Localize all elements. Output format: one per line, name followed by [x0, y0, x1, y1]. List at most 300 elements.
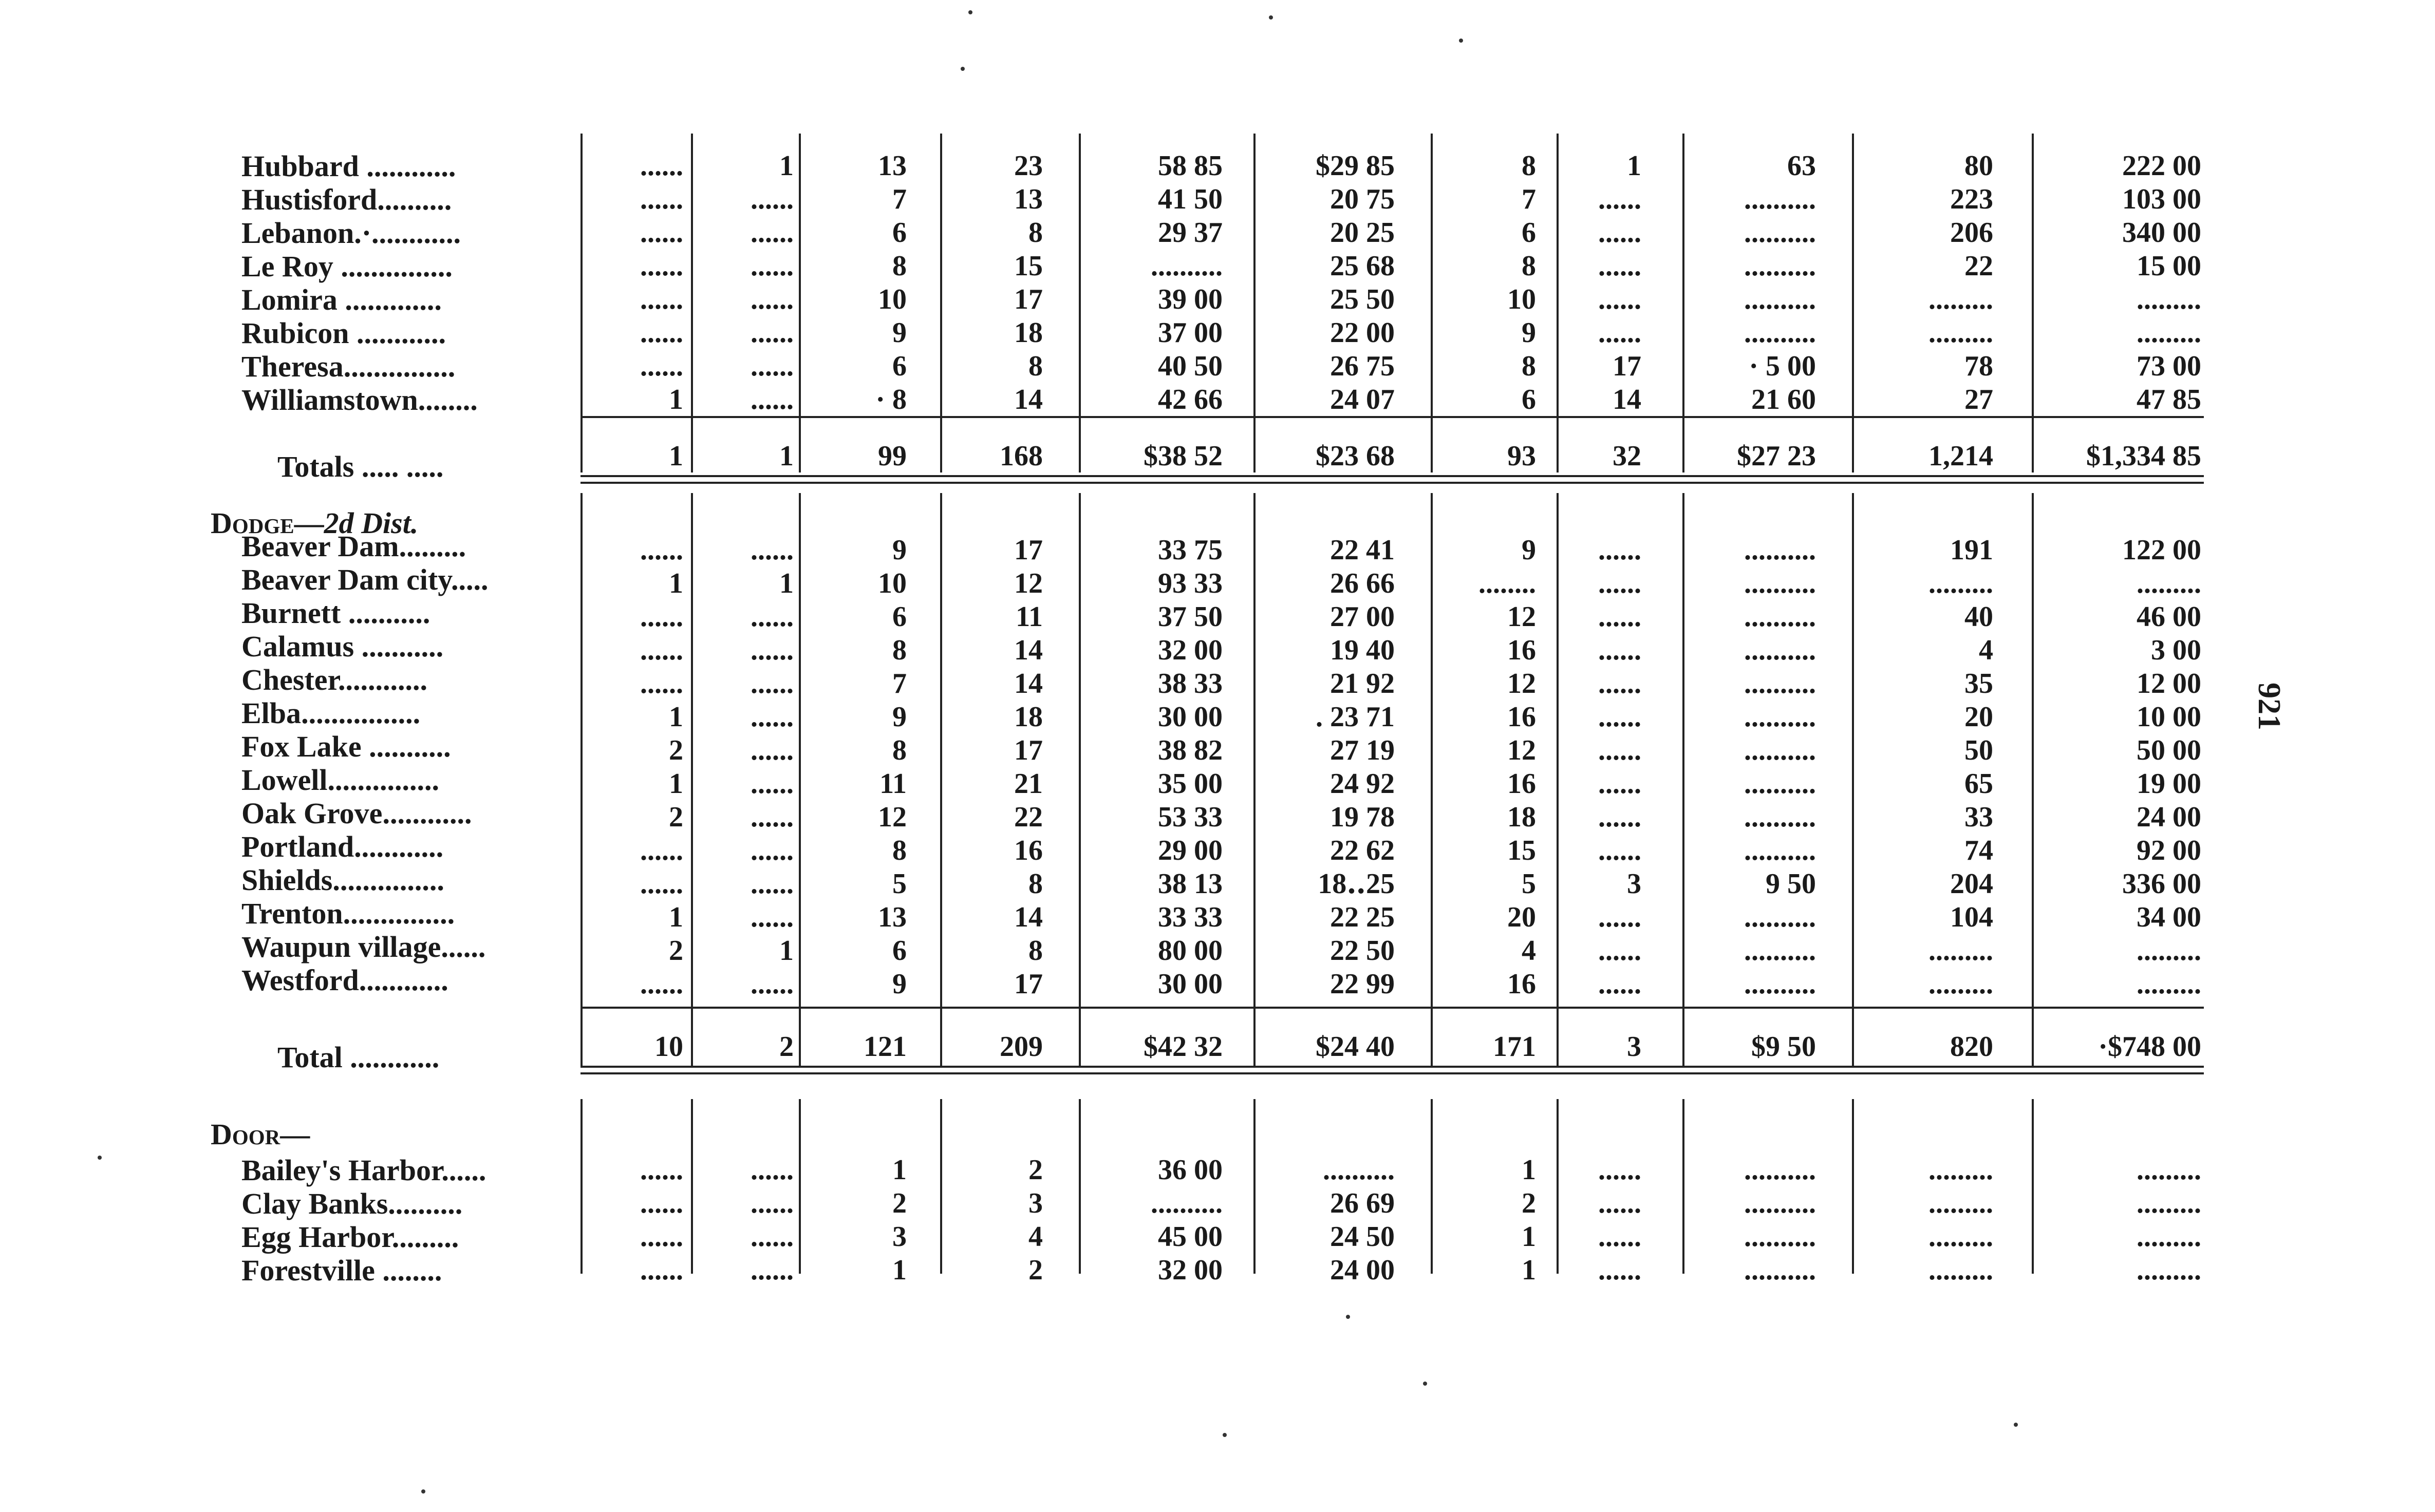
scan-speck: [1269, 15, 1273, 20]
town-name: Bailey's Harbor: [241, 1154, 442, 1187]
table-cell: .........: [2137, 1187, 2201, 1219]
town-name: Lebanon.·: [241, 216, 372, 250]
table-cell: 32 00: [1158, 1254, 1223, 1286]
total-cell: 1: [779, 440, 794, 472]
table-cell: 6: [892, 350, 907, 382]
table-cell: ......: [751, 284, 794, 315]
row-name: [241, 932, 485, 962]
table-cell: 6: [1522, 384, 1536, 415]
table-cell: ......: [751, 835, 794, 866]
table-cell: ......: [640, 634, 683, 666]
page-number: 921: [2252, 683, 2287, 730]
table-cell: 27 00: [1330, 601, 1395, 633]
table-cell: ......: [751, 217, 794, 249]
total-cell: 168: [1000, 440, 1043, 472]
table-cell: ......: [1598, 217, 1641, 249]
total-rule: [580, 416, 2204, 418]
table-cell: 16: [1507, 768, 1536, 800]
leader-dots: ......: [441, 930, 486, 963]
leader-dots: ...............: [343, 897, 455, 930]
table-cell: 11: [879, 768, 907, 800]
table-cell: .........: [2137, 1254, 2201, 1286]
table-cell: ..........: [1744, 284, 1816, 315]
table-cell: 223: [1950, 183, 1993, 215]
table-cell: 20: [1507, 901, 1536, 933]
table-cell: 2: [669, 734, 683, 766]
row-name: [241, 565, 489, 595]
table-cell: 26 69: [1330, 1187, 1395, 1219]
table-cell: 35 00: [1158, 768, 1223, 800]
total-cell: 10: [654, 1031, 683, 1063]
table-cell: ......: [1598, 601, 1641, 633]
scan-speck: [2014, 1423, 2018, 1427]
table-cell: 50 00: [2137, 734, 2201, 766]
table-cell: 191: [1950, 534, 1993, 566]
table-cell: ......: [640, 668, 683, 700]
total-cell: ·$748 00: [2098, 1031, 2201, 1063]
total-rule: [580, 475, 2204, 477]
row-name: [241, 865, 444, 895]
table-cell: 34 00: [2137, 901, 2201, 933]
table-cell: 8: [1028, 217, 1043, 249]
scan-speck: [1459, 39, 1463, 43]
table-cell: ..........: [1744, 1154, 1816, 1186]
table-cell: 18: [1507, 801, 1536, 833]
table-cell: .........: [2137, 1154, 2201, 1186]
table-cell: ......: [751, 1221, 794, 1253]
table-cell: 1: [669, 701, 683, 733]
table-cell: 12: [1507, 734, 1536, 766]
leader-dots: ...............: [333, 250, 453, 283]
table-cell: 204: [1950, 868, 1993, 900]
table-cell: .........: [2137, 284, 2201, 315]
column-rule: [1431, 134, 1433, 472]
table-cell: ..........: [1744, 835, 1816, 866]
column-rule: [1852, 493, 1854, 1066]
table-cell: 1: [779, 935, 794, 967]
row-name: [241, 765, 439, 795]
column-rule: [1682, 1099, 1684, 1274]
table-cell: 4: [1979, 634, 1993, 666]
leader-dots: ......: [441, 1154, 486, 1187]
table-cell: .........: [2137, 568, 2201, 599]
town-name: Beaver Dam city: [241, 563, 452, 596]
town-name: Elba: [241, 696, 302, 730]
table-cell: 19 40: [1330, 634, 1395, 666]
scan-speck: [1423, 1382, 1427, 1386]
table-cell: 12: [1014, 568, 1043, 599]
column-rule: [1253, 134, 1256, 472]
table-cell: 1: [669, 768, 683, 800]
town-name: Oak Grove: [241, 797, 383, 830]
table-cell: ..........: [1744, 801, 1816, 833]
table-cell: ..........: [1744, 668, 1816, 700]
total-cell: $42 32: [1144, 1031, 1223, 1063]
table-cell: 1: [892, 1254, 907, 1286]
table-cell: 206: [1950, 217, 1993, 249]
scan-speck: [961, 67, 965, 71]
table-cell: 41 50: [1158, 183, 1223, 215]
column-rule: [691, 493, 693, 1066]
table-cell: 22: [1014, 801, 1043, 833]
table-cell: ......: [751, 701, 794, 733]
table-cell: 10: [878, 568, 907, 599]
table-cell: 22 41: [1330, 534, 1395, 566]
town-name: Le Roy: [241, 250, 333, 283]
table-cell: 222 00: [2122, 150, 2201, 182]
table-cell: 12: [1507, 601, 1536, 633]
table-cell: 21 92: [1330, 668, 1395, 700]
table-cell: ..........: [1151, 250, 1223, 282]
table-cell: ......: [640, 1187, 683, 1219]
table-cell: 24 07: [1330, 384, 1395, 415]
table-cell: ..........: [1744, 935, 1816, 967]
table-cell: 33 33: [1158, 901, 1223, 933]
scan-speck: [1223, 1433, 1227, 1437]
table-cell: 35: [1964, 668, 1993, 700]
table-cell: 3: [892, 1221, 907, 1253]
row-name: [241, 632, 443, 662]
table-cell: ......: [640, 1154, 683, 1186]
table-cell: 9: [892, 317, 907, 349]
table-cell: ......: [1598, 534, 1641, 566]
table-cell: ..........: [1744, 968, 1816, 1000]
town-name: Rubicon: [241, 316, 349, 350]
table-cell: .........: [2137, 968, 2201, 1000]
table-cell: ......: [1598, 901, 1641, 933]
table-cell: ......: [1598, 183, 1641, 215]
table-cell: 22 50: [1330, 935, 1395, 967]
town-name: Waupun village: [241, 930, 441, 963]
table-cell: 13: [878, 150, 907, 182]
table-cell: 24 00: [2137, 801, 2201, 833]
table-cell: 15: [1014, 250, 1043, 282]
table-cell: 27: [1964, 384, 1993, 415]
town-name: Hustisford: [241, 183, 378, 216]
table-cell: 40 50: [1158, 350, 1223, 382]
row-name: [241, 532, 466, 561]
table-cell: 17: [1014, 534, 1043, 566]
table-cell: 8: [1522, 350, 1536, 382]
table-cell: ......: [640, 1221, 683, 1253]
town-name: Williamstown: [241, 383, 418, 417]
table-cell: ..........: [1744, 183, 1816, 215]
table-cell: 2: [669, 935, 683, 967]
table-cell: ......: [640, 835, 683, 866]
table-cell: ........: [1478, 568, 1536, 599]
column-rule: [1431, 1099, 1433, 1274]
table-cell: 45 00: [1158, 1221, 1223, 1253]
table-cell: ..........: [1744, 601, 1816, 633]
section-heading-county: Door—: [211, 1118, 310, 1151]
table-cell: 73 00: [2137, 350, 2201, 382]
table-cell: 10 00: [2137, 701, 2201, 733]
table-cell: ......: [751, 601, 794, 633]
table-cell: ..........: [1744, 250, 1816, 282]
column-rule: [691, 134, 693, 472]
table-cell: 24 50: [1330, 1221, 1395, 1253]
row-name: [241, 832, 443, 862]
column-rule: [2032, 493, 2034, 1066]
town-name: Trenton: [241, 897, 343, 930]
table-cell: 14: [1014, 668, 1043, 700]
total-cell: 2: [779, 1031, 794, 1063]
scan-speck: [98, 1156, 102, 1160]
row-name: [241, 1256, 442, 1286]
row-name: [241, 285, 442, 315]
table-cell: 18: [1014, 317, 1043, 349]
table-cell: ..........: [1744, 1187, 1816, 1219]
table-cell: ..........: [1744, 1221, 1816, 1253]
town-name: Shields: [241, 863, 333, 897]
leader-dots: .....: [451, 563, 489, 596]
table-cell: 18: [1014, 701, 1043, 733]
table-cell: 33: [1964, 801, 1993, 833]
table-cell: 23: [1014, 150, 1043, 182]
table-cell: 25 68: [1330, 250, 1395, 282]
table-cell: 17: [1014, 968, 1043, 1000]
table-cell: 30 00: [1158, 701, 1223, 733]
town-name: Hubbard: [241, 149, 359, 183]
column-rule: [799, 1099, 801, 1274]
table-cell: .........: [1928, 968, 1993, 1000]
table-cell: ......: [640, 217, 683, 249]
table-cell: 27 19: [1330, 734, 1395, 766]
column-rule: [1253, 1099, 1256, 1274]
table-cell: 32 00: [1158, 634, 1223, 666]
table-cell: 74: [1964, 835, 1993, 866]
table-cell: 9: [1522, 534, 1536, 566]
table-cell: ..........: [1744, 634, 1816, 666]
table-cell: 20 25: [1330, 217, 1395, 249]
leader-dots: ...............: [343, 350, 456, 383]
leader-dots: ............: [371, 216, 461, 250]
column-rule: [1682, 134, 1684, 472]
table-cell: 7: [892, 183, 907, 215]
table-cell: ..........: [1744, 734, 1816, 766]
town-name: Westford: [241, 963, 359, 997]
town-name: Beaver Dam: [241, 530, 399, 563]
total-cell: $24 40: [1316, 1031, 1395, 1063]
row-name: [241, 218, 461, 248]
table-cell: 78: [1964, 350, 1993, 382]
table-cell: 33 75: [1158, 534, 1223, 566]
table-cell: 22 99: [1330, 968, 1395, 1000]
table-cell: 16: [1507, 634, 1536, 666]
total-name: [277, 452, 443, 482]
table-cell: 11: [1016, 601, 1043, 633]
town-name: Burnett: [241, 596, 341, 630]
table-cell: 1: [892, 1154, 907, 1186]
table-cell: 1: [1522, 1221, 1536, 1253]
table-cell: ......: [751, 1254, 794, 1286]
table-cell: 5: [1522, 868, 1536, 900]
table-cell: ......: [1598, 284, 1641, 315]
table-cell: 40: [1964, 601, 1993, 633]
total-rule: [580, 482, 2204, 484]
table-cell: ......: [1598, 935, 1641, 967]
table-cell: 2: [892, 1187, 907, 1219]
table-cell: 80: [1964, 150, 1993, 182]
table-cell: .........: [1928, 1187, 1993, 1219]
table-cell: ..........: [1744, 901, 1816, 933]
table-cell: ......: [751, 634, 794, 666]
table-cell: ......: [640, 317, 683, 349]
table-cell: 9: [892, 701, 907, 733]
table-cell: 58 85: [1158, 150, 1223, 182]
table-cell: 9 50: [1766, 868, 1816, 900]
leader-dots: .........: [399, 530, 466, 563]
table-cell: 16: [1507, 701, 1536, 733]
table-cell: 6: [1522, 217, 1536, 249]
column-rule: [2032, 1099, 2034, 1274]
table-cell: 8: [1028, 935, 1043, 967]
row-name: [241, 899, 455, 929]
section-heading-county: Dodge—: [211, 506, 324, 540]
total-name: [277, 1043, 439, 1072]
total-cell: 209: [1000, 1031, 1043, 1063]
table-cell: ......: [751, 1187, 794, 1219]
table-cell: 24 00: [1330, 1254, 1395, 1286]
table-cell: 92 00: [2137, 835, 2201, 866]
table-cell: ..........: [1744, 217, 1816, 249]
total-rule: [580, 1066, 2204, 1068]
table-cell: 12: [878, 801, 907, 833]
table-cell: ..........: [1323, 1154, 1395, 1186]
row-name: [241, 1189, 462, 1219]
row-name: [241, 318, 446, 348]
table-cell: 336 00: [2122, 868, 2201, 900]
table-cell: 24 92: [1330, 768, 1395, 800]
table-cell: 3: [1028, 1187, 1043, 1219]
row-name: [241, 698, 420, 728]
row-name: [241, 732, 451, 762]
column-rule: [1557, 493, 1559, 1066]
total-cell: 171: [1493, 1031, 1536, 1063]
table-cell: ......: [640, 534, 683, 566]
row-name: [241, 598, 430, 628]
table-cell: ......: [1598, 568, 1641, 599]
table-cell: 8: [1028, 350, 1043, 382]
table-cell: 36 00: [1158, 1154, 1223, 1186]
row-name: [241, 665, 427, 695]
table-cell: .........: [1928, 1154, 1993, 1186]
table-cell: 63: [1787, 150, 1816, 182]
leader-dots: .........: [391, 1220, 459, 1254]
table-cell: 6: [892, 217, 907, 249]
table-cell: 38 33: [1158, 668, 1223, 700]
leader-dots: ........: [418, 383, 478, 417]
table-cell: .........: [1928, 568, 1993, 599]
table-cell: ......: [1598, 968, 1641, 1000]
total-cell: $38 52: [1144, 440, 1223, 472]
table-cell: ......: [751, 183, 794, 215]
table-cell: ......: [751, 250, 794, 282]
table-cell: 20 75: [1330, 183, 1395, 215]
table-cell: 10: [1507, 284, 1536, 315]
town-name: Chester: [241, 663, 338, 696]
table-cell: ..........: [1744, 534, 1816, 566]
table-cell: ......: [1598, 1254, 1641, 1286]
table-cell: ......: [1598, 317, 1641, 349]
table-cell: .........: [1928, 1254, 1993, 1286]
table-cell: 38 82: [1158, 734, 1223, 766]
total-label: Totals: [277, 450, 354, 483]
table-cell: ......: [1598, 1221, 1641, 1253]
town-name: Lowell: [241, 763, 328, 797]
table-cell: 38 13: [1158, 868, 1223, 900]
table-cell: 15 00: [2137, 250, 2201, 282]
table-cell: 7: [1522, 183, 1536, 215]
table-cell: ......: [640, 150, 683, 182]
table-cell: 8: [1522, 250, 1536, 282]
column-rule: [1079, 1099, 1081, 1274]
table-cell: 19 00: [2137, 768, 2201, 800]
table-cell: 37 50: [1158, 601, 1223, 633]
total-rule: [580, 1007, 2204, 1009]
table-cell: ......: [751, 901, 794, 933]
table-cell: 7: [892, 668, 907, 700]
column-rule: [799, 493, 801, 1066]
table-cell: .........: [1928, 284, 1993, 315]
table-cell: 14: [1014, 634, 1043, 666]
table-cell: ......: [640, 350, 683, 382]
table-cell: 1: [669, 384, 683, 415]
row-name: [241, 963, 448, 997]
table-cell: 10: [878, 284, 907, 315]
total-label: Total: [277, 1041, 343, 1074]
column-rule: [1253, 493, 1256, 1066]
scan-speck: [1346, 1315, 1350, 1319]
table-cell: 47 85: [2137, 384, 2201, 415]
row-name: [241, 252, 453, 281]
table-cell: 122 00: [2122, 534, 2201, 566]
table-cell: ......: [1598, 1154, 1641, 1186]
table-cell: ......: [751, 768, 794, 800]
leader-dots: ............: [342, 1041, 440, 1074]
table-cell: ......: [751, 1154, 794, 1186]
column-rule: [2032, 134, 2034, 472]
table-cell: 6: [892, 601, 907, 633]
table-cell: 29 37: [1158, 217, 1223, 249]
table-cell: 9: [1522, 317, 1536, 349]
table-cell: 16: [1507, 968, 1536, 1000]
table-cell: ......: [640, 868, 683, 900]
table-cell: 9: [892, 968, 907, 1000]
table-cell: 80 00: [1158, 935, 1223, 967]
table-cell: ......: [1598, 734, 1641, 766]
total-cell: $23 68: [1316, 440, 1395, 472]
town-name: Clay Banks: [241, 1187, 388, 1220]
column-rule: [940, 134, 942, 472]
table-cell: ......: [640, 968, 683, 1000]
table-cell: 2: [1028, 1154, 1043, 1186]
leader-dots: ................: [301, 696, 421, 730]
table-cell: 39 00: [1158, 284, 1223, 315]
table-cell: 17: [1014, 734, 1043, 766]
table-cell: ......: [1598, 768, 1641, 800]
leader-dots: ............: [359, 963, 448, 997]
row-name: [241, 1156, 486, 1185]
table-cell: 26 66: [1330, 568, 1395, 599]
table-cell: 8: [892, 734, 907, 766]
table-cell: 5: [892, 868, 907, 900]
total-cell: 1,214: [1928, 440, 1993, 472]
leader-dots: ...........: [361, 730, 451, 763]
town-name: Fox Lake: [241, 730, 362, 763]
column-rule: [691, 1099, 693, 1274]
table-cell: ..........: [1744, 768, 1816, 800]
